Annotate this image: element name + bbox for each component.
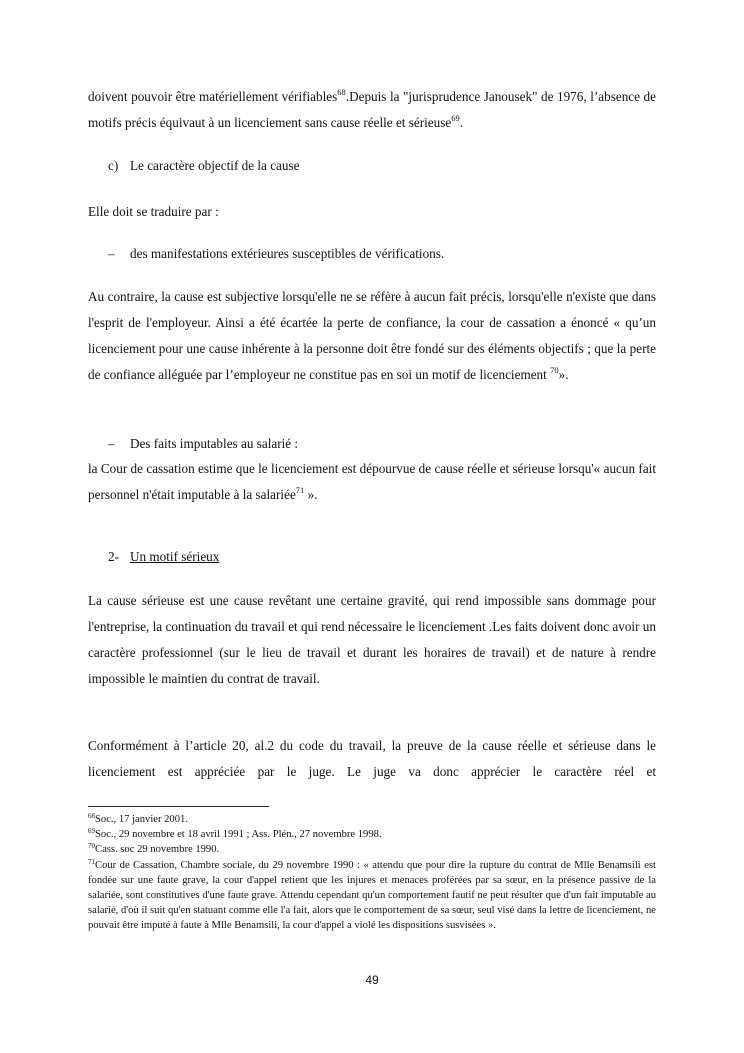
footnote-number: 70 xyxy=(88,842,95,851)
footnote-number: 68 xyxy=(88,812,95,820)
footnote-ref-69[interactable]: 69 xyxy=(451,113,460,123)
footnote-ref-68[interactable]: 68 xyxy=(337,87,346,97)
footnote-number: 69 xyxy=(88,827,95,836)
paragraph-1-text-b: .Depuis la "jurisprudence Janousek" de 1976, l’absence de motifs précis équivaut à un licenciement sans cause réelle et sérieuse xyxy=(88,89,656,130)
paragraph-1 xyxy=(88,84,656,136)
footnote-text: Soc., 17 janvier 2001. xyxy=(95,814,188,825)
footnote-ref-71[interactable]: 71 xyxy=(295,485,305,495)
paragraph-4-text-a: la Cour de cassation estime que le licenciement est dépourvue de cause réelle et sérieuse lorsqu'« aucun fait personnel n'était imputable à la salariée xyxy=(88,461,656,502)
bullet-item-1 xyxy=(108,244,444,264)
footnote-71 xyxy=(88,858,656,934)
section-heading-c xyxy=(108,156,300,176)
footnotes xyxy=(88,812,656,934)
footnote-number: 71 xyxy=(88,857,95,866)
list-marker: 2- xyxy=(108,549,119,564)
footnote-text: Cass. soc 29 novembre 1990. xyxy=(95,844,220,856)
section-heading-2 xyxy=(108,547,219,567)
paragraph-2-text: Elle doit se traduire par : xyxy=(88,204,219,219)
paragraph-6 xyxy=(88,733,656,785)
dash-icon: – xyxy=(108,436,115,451)
paragraph-1-text-a: doivent pouvoir être matériellement vérifiables xyxy=(88,89,338,104)
bullet-item-1-text: des manifestations extérieures susceptibles de vérifications. xyxy=(130,246,445,261)
paragraph-3-text-a: Au contraire, la cause est subjective lorsqu'elle ne se réfère à aucun fait précis, lorsqu'elle n'existe que dans l'esprit de l'employeur. Ainsi a été écartée la perte de confiance, la cour de cassation a énoncé « qu’un licenciement pour une cause inhérente à la personne doit être fondé sur des éléments objectifs ; que la perte de confiance alléguée par l’employeur ne constitue pas en soi un motif de licenciement xyxy=(88,289,656,382)
section-heading-2-text: Un motif sérieux xyxy=(130,549,220,564)
footnote-text: Soc., 29 novembre et 18 avril 1991 ; Ass. Plén., 27 novembre 1998. xyxy=(95,829,382,841)
paragraph-3-text-b: ». xyxy=(558,367,569,382)
section-heading-c-text: Le caractère objectif de la cause xyxy=(130,158,300,173)
footnote-text: Cour de Cassation, Chambre sociale, du 29 novembre 1990 : « attendu que pour dire la rupture du contrat de Mlle Benamsili est fondée sur une faute grave, la cour d'appel retient que les injures et menaces proférées par sa sœur, en la présence passive de la salariée, sont constitutives d'une faute grave. Attendu cependant qu'un comportement fautif ne peut résulter que d'un fait imputable au salarié, d'où il suit qu'en statuant comme elle l'a fait, alors que le comportement de sa sœur, seul visé dans la lettre de licenciement, ne pouvait être imputé à faute à Mlle Benamsili, la cour d'appel a violé les dispositions susvisées ». xyxy=(88,859,656,932)
paragraph-4 xyxy=(88,456,656,508)
page-number: 49 xyxy=(365,973,379,987)
footnote-70 xyxy=(88,842,656,857)
paragraph-6-text: Conformément à l’article 20, al.2 du code du travail, la preuve de la cause réelle et sérieuse dans le licenciement est appréciée par le juge. Le juge va donc apprécier le caractère réel et xyxy=(88,738,656,779)
dash-icon: – xyxy=(108,246,115,261)
paragraph-4-text-b: ». xyxy=(304,487,318,502)
bullet-item-2 xyxy=(108,434,298,454)
bullet-item-2-text: Des faits imputables au salarié : xyxy=(130,436,299,451)
paragraph-1-text-c: . xyxy=(459,115,464,130)
list-marker: c) xyxy=(108,158,119,173)
paragraph-5 xyxy=(88,588,656,692)
paragraph-2 xyxy=(88,202,219,222)
footnote-ref-70[interactable]: 70 xyxy=(550,365,559,375)
footnote-separator xyxy=(88,806,269,807)
paragraph-5-text: La cause sérieuse est une cause revêtant une certaine gravité, qui rend impossible sans dommage pour l'entreprise, la continuation du travail et qui rend nécessaire le licenciement .Les faits doivent donc avoir un caractère professionnel (sur le lieu de travail et durant les horaires de travail) et de nature à rendre impossible le maintien du contrat de travail. xyxy=(88,593,656,686)
footnote-69 xyxy=(88,827,656,842)
paragraph-3 xyxy=(88,284,656,388)
footnote-68 xyxy=(88,812,656,827)
